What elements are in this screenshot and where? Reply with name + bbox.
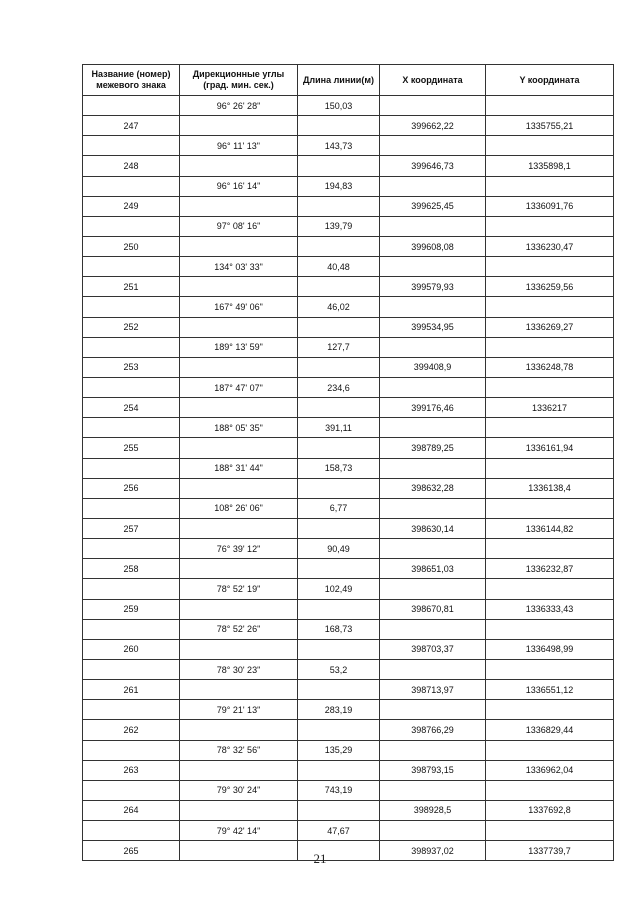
cell-point-name: 260	[83, 639, 180, 659]
cell-point-name: 254	[83, 398, 180, 418]
cell-line-length	[298, 478, 380, 498]
cell-x-coordinate	[380, 377, 486, 397]
cell-point-name: 250	[83, 236, 180, 256]
table-row	[83, 418, 614, 438]
cell-x-coordinate: 399534,95	[380, 317, 486, 337]
cell-x-coordinate: 398713,97	[380, 680, 486, 700]
cell-x-coordinate	[380, 700, 486, 720]
header-row	[83, 65, 614, 96]
cell-x-coordinate	[380, 458, 486, 478]
table-row	[83, 96, 614, 116]
cell-line-length	[298, 116, 380, 136]
cell-x-coordinate	[380, 297, 486, 317]
table-row	[83, 498, 614, 518]
cell-line-length	[298, 236, 380, 256]
cell-x-coordinate	[380, 659, 486, 679]
cell-line-length: 743,19	[298, 780, 380, 800]
table-row	[83, 478, 614, 498]
cell-y-coordinate	[486, 579, 614, 599]
cell-line-length: 102,49	[298, 579, 380, 599]
cell-point-name	[83, 498, 180, 518]
cell-point-name	[83, 659, 180, 679]
cell-x-coordinate: 398651,03	[380, 559, 486, 579]
cell-line-length	[298, 639, 380, 659]
cell-line-length	[298, 357, 380, 377]
cell-y-coordinate: 1336144,82	[486, 518, 614, 538]
cell-y-coordinate	[486, 458, 614, 478]
cell-x-coordinate: 398703,37	[380, 639, 486, 659]
table-row	[83, 458, 614, 478]
header-point-name: Название (номер) межевого знака	[83, 65, 180, 96]
cell-x-coordinate	[380, 418, 486, 438]
cell-y-coordinate: 1336248,78	[486, 357, 614, 377]
table-row	[83, 780, 614, 800]
cell-x-coordinate: 399579,93	[380, 277, 486, 297]
table-row	[83, 236, 614, 256]
cell-x-coordinate: 398632,28	[380, 478, 486, 498]
table-row	[83, 619, 614, 639]
cell-line-length: 158,73	[298, 458, 380, 478]
cell-direction-angle	[180, 357, 298, 377]
table-row	[83, 216, 614, 236]
table-row	[83, 760, 614, 780]
cell-y-coordinate: 1335898,1	[486, 156, 614, 176]
cell-y-coordinate	[486, 136, 614, 156]
cell-y-coordinate: 1336232,87	[486, 559, 614, 579]
cell-point-name: 263	[83, 760, 180, 780]
cell-direction-angle: 134° 03' 33"	[180, 257, 298, 277]
header-y-coordinate: Y координата	[486, 65, 614, 96]
cell-point-name: 262	[83, 720, 180, 740]
header-direction-angle: Дирекционные углы (град. мин. сек.)	[180, 65, 298, 96]
cell-direction-angle: 79° 42' 14"	[180, 821, 298, 841]
cell-y-coordinate: 1336091,76	[486, 196, 614, 216]
cell-x-coordinate	[380, 136, 486, 156]
cell-y-coordinate	[486, 498, 614, 518]
cell-point-name: 251	[83, 277, 180, 297]
header-line-length: Длина линии(м)	[298, 65, 380, 96]
cell-x-coordinate: 399625,45	[380, 196, 486, 216]
table-row	[83, 277, 614, 297]
table-body	[83, 96, 614, 861]
cell-y-coordinate: 1336230,47	[486, 236, 614, 256]
cell-direction-angle	[180, 156, 298, 176]
cell-x-coordinate: 399646,73	[380, 156, 486, 176]
cell-line-length	[298, 800, 380, 820]
table-row	[83, 116, 614, 136]
cell-x-coordinate	[380, 96, 486, 116]
cell-x-coordinate	[380, 780, 486, 800]
cell-point-name	[83, 176, 180, 196]
table-row	[83, 800, 614, 820]
cell-line-length: 139,79	[298, 216, 380, 236]
cell-direction-angle	[180, 760, 298, 780]
cell-y-coordinate	[486, 176, 614, 196]
cell-direction-angle	[180, 639, 298, 659]
cell-y-coordinate	[486, 780, 614, 800]
table-row	[83, 196, 614, 216]
cell-y-coordinate: 1336962,04	[486, 760, 614, 780]
cell-point-name	[83, 780, 180, 800]
table-row	[83, 156, 614, 176]
cell-x-coordinate	[380, 257, 486, 277]
cell-point-name	[83, 700, 180, 720]
cell-y-coordinate: 1336161,94	[486, 438, 614, 458]
cell-point-name: 264	[83, 800, 180, 820]
cell-x-coordinate	[380, 740, 486, 760]
cell-point-name: 253	[83, 357, 180, 377]
cell-line-length: 40,48	[298, 257, 380, 277]
cell-x-coordinate: 398789,25	[380, 438, 486, 458]
cell-point-name: 247	[83, 116, 180, 136]
cell-y-coordinate: 1335755,21	[486, 116, 614, 136]
cell-line-length	[298, 760, 380, 780]
cell-line-length: 283,19	[298, 700, 380, 720]
cell-direction-angle	[180, 599, 298, 619]
cell-point-name: 252	[83, 317, 180, 337]
cell-point-name	[83, 96, 180, 116]
cell-point-name: 265	[83, 841, 180, 861]
cell-direction-angle: 78° 52' 26"	[180, 619, 298, 639]
cell-x-coordinate: 398928,5	[380, 800, 486, 820]
cell-x-coordinate: 399408,9	[380, 357, 486, 377]
cell-point-name	[83, 297, 180, 317]
cell-y-coordinate: 1337739,7	[486, 841, 614, 861]
cell-y-coordinate	[486, 418, 614, 438]
cell-point-name	[83, 216, 180, 236]
cell-y-coordinate: 1336333,43	[486, 599, 614, 619]
cell-x-coordinate: 398937,02	[380, 841, 486, 861]
table-row	[83, 337, 614, 357]
table-row	[83, 740, 614, 760]
cell-x-coordinate: 399662,22	[380, 116, 486, 136]
cell-direction-angle	[180, 720, 298, 740]
cell-y-coordinate	[486, 821, 614, 841]
cell-direction-angle	[180, 236, 298, 256]
cell-line-length: 150,03	[298, 96, 380, 116]
table-row	[83, 700, 614, 720]
cell-point-name	[83, 257, 180, 277]
cell-line-length: 135,29	[298, 740, 380, 760]
table-row	[83, 357, 614, 377]
cell-direction-angle: 108° 26' 06"	[180, 498, 298, 518]
boundary-coordinates-table	[82, 64, 614, 861]
cell-x-coordinate: 398766,29	[380, 720, 486, 740]
cell-point-name: 259	[83, 599, 180, 619]
cell-point-name: 248	[83, 156, 180, 176]
table-row	[83, 136, 614, 156]
cell-point-name	[83, 458, 180, 478]
cell-line-length	[298, 156, 380, 176]
cell-y-coordinate: 1336829,44	[486, 720, 614, 740]
cell-direction-angle: 96° 16' 14"	[180, 176, 298, 196]
cell-x-coordinate: 398630,14	[380, 518, 486, 538]
cell-y-coordinate	[486, 96, 614, 116]
cell-direction-angle: 78° 32' 56"	[180, 740, 298, 760]
cell-line-length	[298, 317, 380, 337]
table-row	[83, 518, 614, 538]
cell-line-length: 47,67	[298, 821, 380, 841]
cell-y-coordinate: 1336551,12	[486, 680, 614, 700]
cell-x-coordinate: 398793,15	[380, 760, 486, 780]
cell-line-length: 90,49	[298, 539, 380, 559]
cell-y-coordinate	[486, 216, 614, 236]
cell-y-coordinate	[486, 700, 614, 720]
cell-direction-angle: 76° 39' 12"	[180, 539, 298, 559]
cell-y-coordinate	[486, 377, 614, 397]
cell-x-coordinate: 398670,81	[380, 599, 486, 619]
cell-point-name: 261	[83, 680, 180, 700]
cell-line-length	[298, 277, 380, 297]
cell-line-length: 194,83	[298, 176, 380, 196]
cell-direction-angle	[180, 317, 298, 337]
table-row	[83, 438, 614, 458]
cell-x-coordinate	[380, 619, 486, 639]
cell-line-length	[298, 720, 380, 740]
cell-line-length	[298, 680, 380, 700]
cell-direction-angle: 96° 26' 28"	[180, 96, 298, 116]
cell-x-coordinate	[380, 176, 486, 196]
cell-point-name	[83, 579, 180, 599]
cell-point-name	[83, 740, 180, 760]
cell-x-coordinate	[380, 579, 486, 599]
cell-direction-angle: 78° 30' 23"	[180, 659, 298, 679]
cell-direction-angle	[180, 800, 298, 820]
cell-direction-angle	[180, 518, 298, 538]
cell-direction-angle: 189° 13' 59"	[180, 337, 298, 357]
cell-line-length: 391,11	[298, 418, 380, 438]
cell-direction-angle: 79° 30' 24"	[180, 780, 298, 800]
cell-direction-angle	[180, 277, 298, 297]
cell-y-coordinate	[486, 297, 614, 317]
table-row	[83, 176, 614, 196]
cell-point-name: 255	[83, 438, 180, 458]
cell-direction-angle	[180, 438, 298, 458]
page-number: 21	[313, 851, 327, 866]
cell-y-coordinate	[486, 740, 614, 760]
cell-y-coordinate	[486, 539, 614, 559]
table-row	[83, 659, 614, 679]
header-x-coordinate: X координата	[380, 65, 486, 96]
cell-direction-angle: 96° 11' 13"	[180, 136, 298, 156]
cell-point-name: 256	[83, 478, 180, 498]
table-row	[83, 599, 614, 619]
cell-line-length: 234,6	[298, 377, 380, 397]
cell-x-coordinate: 399608,08	[380, 236, 486, 256]
cell-direction-angle: 78° 52' 19"	[180, 579, 298, 599]
cell-direction-angle: 79° 21' 13"	[180, 700, 298, 720]
cell-y-coordinate	[486, 337, 614, 357]
cell-y-coordinate: 1336138,4	[486, 478, 614, 498]
table-row	[83, 821, 614, 841]
cell-point-name: 257	[83, 518, 180, 538]
table-header	[83, 65, 614, 96]
cell-point-name	[83, 377, 180, 397]
cell-point-name	[83, 619, 180, 639]
cell-line-length	[298, 518, 380, 538]
cell-direction-angle	[180, 116, 298, 136]
table-row	[83, 398, 614, 418]
cell-direction-angle: 188° 31' 44"	[180, 458, 298, 478]
table-row	[83, 559, 614, 579]
cell-point-name	[83, 136, 180, 156]
cell-point-name: 258	[83, 559, 180, 579]
cell-point-name	[83, 418, 180, 438]
cell-point-name	[83, 539, 180, 559]
cell-point-name	[83, 337, 180, 357]
cell-line-length: 46,02	[298, 297, 380, 317]
cell-x-coordinate	[380, 821, 486, 841]
cell-x-coordinate	[380, 337, 486, 357]
cell-y-coordinate: 1336217	[486, 398, 614, 418]
table-row	[83, 639, 614, 659]
cell-direction-angle	[180, 196, 298, 216]
cell-direction-angle	[180, 398, 298, 418]
cell-line-length	[298, 398, 380, 418]
table-row	[83, 317, 614, 337]
table-row	[83, 680, 614, 700]
cell-direction-angle	[180, 680, 298, 700]
cell-y-coordinate: 1336259,56	[486, 277, 614, 297]
cell-x-coordinate	[380, 498, 486, 518]
cell-direction-angle: 188° 05' 35"	[180, 418, 298, 438]
cell-y-coordinate: 1336269,27	[486, 317, 614, 337]
cell-direction-angle	[180, 559, 298, 579]
cell-direction-angle: 97° 08' 16"	[180, 216, 298, 236]
table-row	[83, 257, 614, 277]
cell-y-coordinate: 1337692,8	[486, 800, 614, 820]
cell-line-length: 168,73	[298, 619, 380, 639]
cell-line-length: 6,77	[298, 498, 380, 518]
cell-x-coordinate	[380, 216, 486, 236]
cell-line-length	[298, 196, 380, 216]
cell-point-name: 249	[83, 196, 180, 216]
table-row	[83, 720, 614, 740]
cell-direction-angle: 187° 47' 07"	[180, 377, 298, 397]
cell-line-length	[298, 599, 380, 619]
cell-x-coordinate: 399176,46	[380, 398, 486, 418]
cell-y-coordinate: 1336498,99	[486, 639, 614, 659]
cell-line-length: 53,2	[298, 659, 380, 679]
table-row	[83, 377, 614, 397]
table-row	[83, 297, 614, 317]
cell-line-length: 143,73	[298, 136, 380, 156]
cell-direction-angle: 167° 49' 06"	[180, 297, 298, 317]
cell-point-name	[83, 821, 180, 841]
cell-direction-angle	[180, 478, 298, 498]
cell-x-coordinate	[380, 539, 486, 559]
cell-line-length: 127,7	[298, 337, 380, 357]
cell-y-coordinate	[486, 619, 614, 639]
cell-y-coordinate	[486, 659, 614, 679]
cell-line-length	[298, 559, 380, 579]
table-row	[83, 539, 614, 559]
table-row	[83, 579, 614, 599]
cell-y-coordinate	[486, 257, 614, 277]
cell-line-length	[298, 438, 380, 458]
